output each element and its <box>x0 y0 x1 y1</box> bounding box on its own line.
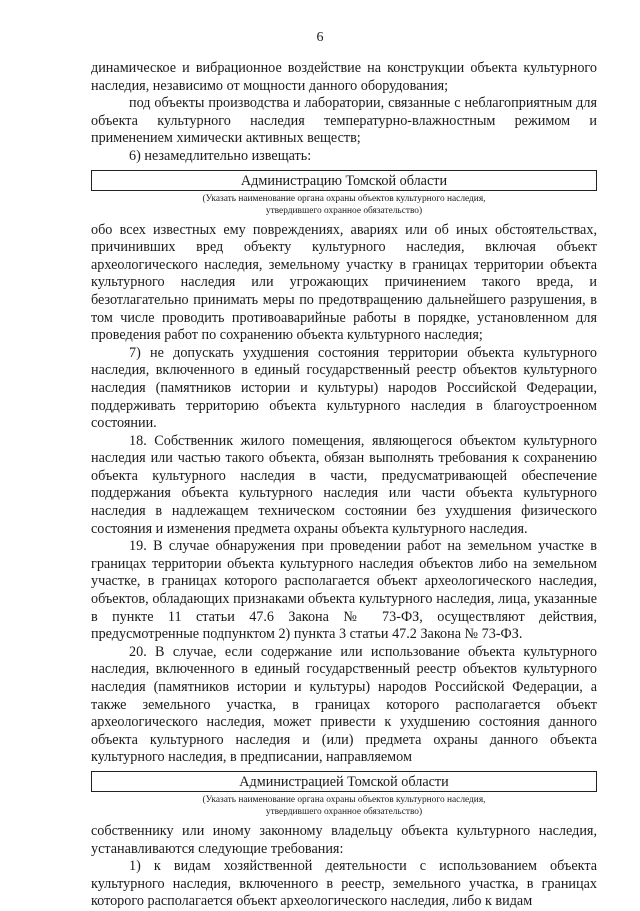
authority-note-line2: утвердившего охранное обязательство) <box>265 205 423 216</box>
paragraph-requirement-1: 1) к видам хозяйственной деятельности с использованием объекта культурного наследия, включенного в реестр, земельного участка, в границах которого располагается объект археологического наследия, либо к видам <box>91 858 597 910</box>
authority-name-box: Администрацией Томской области <box>91 771 597 792</box>
document-body <box>91 60 597 911</box>
paragraph-damage: обо всех известных ему повреждениях, авариях или об иных обстоятельствах, причинивших вред объекту культурного наследия, включая объект археологического наследия, земельному участку в границах территории объекта культурного наследия или угрожающих причинением такого вреда, и безотлагательно принимать меры по предотвращению дальнейшего разрушения, в том числе проводить противоаварийные работы в порядке, установленном для проведения работ по сохранению объекта культурного наследия; <box>91 221 597 344</box>
authority-name-box: Администрацию Томской области <box>91 170 597 191</box>
paragraph-continued: динамическое и вибрационное воздействие на конструкции объекта культурного наследия, независимо от мощности данного оборудования; <box>91 60 597 94</box>
paragraph-item-18: 18. Собственник жилого помещения, являющегося объектом культурного наследия или частью такого объекта, обязан выполнять требования к сохранению объекта культурного наследия в части, предусматривающей обеспечение поддержания объекта культурного наследия или части объекта культурного наследия в надлежащем техническом состоянии без ухудшения физического состояния и изменения предмета охраны объекта культурного наследия. <box>91 432 597 537</box>
paragraph-item-20: 20. В случае, если содержание или использование объекта культурного наследия, включенного в единый государственный реестр объектов культурного наследия (памятников истории и культуры) народов Российской Федерации, а также земельного участка, в границах которого располагается объект археологического наследия, может привести к ухудшению состояния данного объекта культурного наследия и (или) предмета охраны данного объекта культурного наследия, в предписании, направляемом <box>91 643 597 766</box>
authority-block-1 <box>91 170 597 217</box>
authority-block-2 <box>91 771 597 818</box>
paragraph-notify: 6) незамедлительно извещать: <box>129 147 312 164</box>
authority-note-line2: утвердившего охранное обязательство) <box>265 806 423 817</box>
authority-note-line1: (Указать наименование органа охраны объектов культурного наследия, <box>202 193 486 204</box>
paragraph-item-7: 7) не допускать ухудшения состояния территории объекта культурного наследия, включенного в единый государственный реестр объектов культурного наследия (памятников истории и культуры) народов Российской Федерации, поддерживать территорию объекта культурного наследия в благоустроенном состоянии. <box>91 344 597 432</box>
paragraph-owner: собственнику или иному законному владельцу объекта культурного наследия, устанавливаются следующие требования: <box>91 822 597 857</box>
authority-note-line1: (Указать наименование органа охраны объектов культурного наследия, <box>202 794 486 805</box>
page-number: 6 <box>316 30 324 45</box>
paragraph-item-19: 19. В случае обнаружения при проведении работ на земельном участке в границах территории объекта культурного наследия объектов либо на земельном участке, в границах которого располагается объект археологического наследия, объектов, обладающих признаками объекта культурного наследия, лица, указанные в пункте 11 статьи 47.6 Закона № 73-ФЗ, осуществляют действия, предусмотренные подпунктом 2) пункта 3 статьи 47.2 Закона № 73-ФЗ. <box>91 538 597 643</box>
paragraph-production: под объекты производства и лаборатории, связанные с неблагоприятным для объекта культурного наследия температурно-влажностным режимом и применением химически активных веществ; <box>91 95 597 147</box>
